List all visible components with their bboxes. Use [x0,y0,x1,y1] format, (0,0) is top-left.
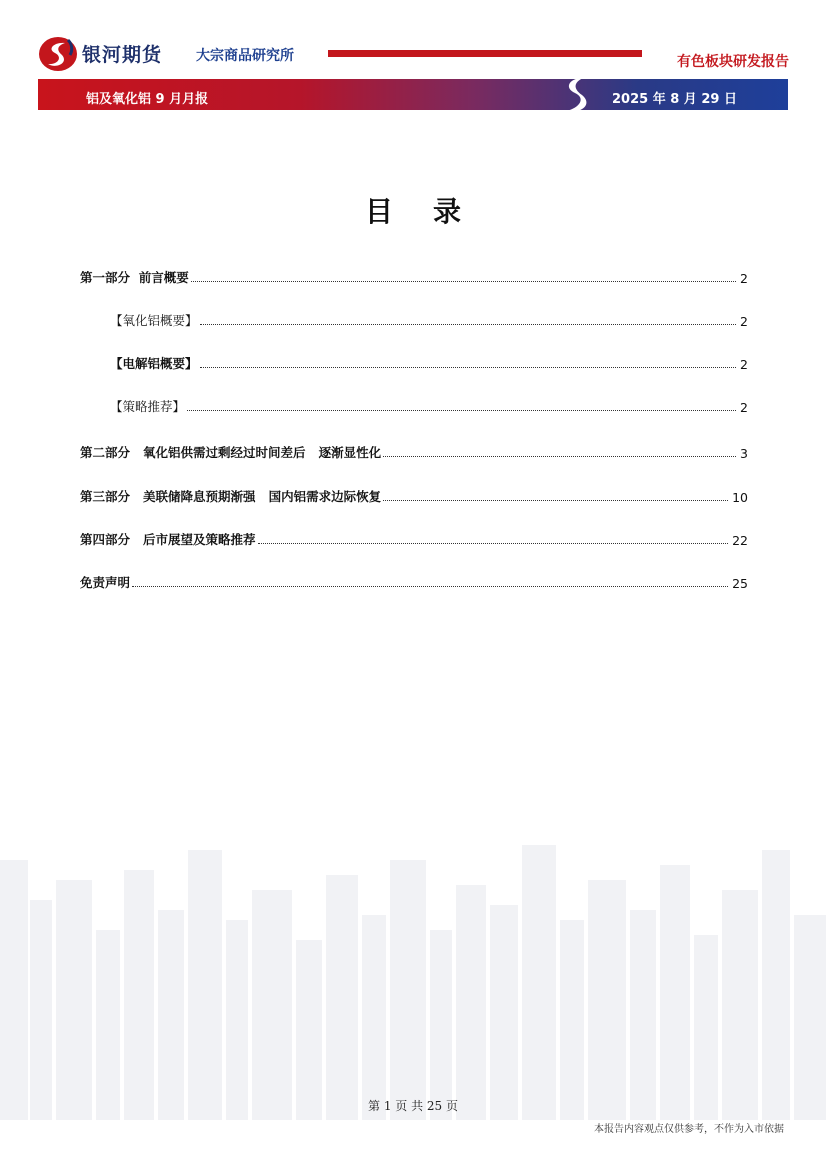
skyline-watermark [0,820,826,1120]
toc-dot-leader [200,324,737,325]
toc-entry-text: 【电解铝概要】 [110,356,198,371]
toc-entry[interactable] [80,528,748,548]
toc-entry[interactable] [110,395,748,415]
toc-entry-page: 25 [732,576,748,591]
toc-entry[interactable] [80,571,748,591]
banner-date: 2025 年 8 月 29 日 [612,92,737,107]
header-red-bar [328,50,642,57]
toc-entry-text: 第二部分 氧化铝供需过剩经过时间差后 逐渐显性化 [80,445,382,460]
toc-dot-leader [200,367,737,368]
toc-title: 目录 [364,195,501,228]
toc-entry-page: 2 [740,314,748,329]
toc-dot-leader [383,456,736,457]
toc-entry-page: 2 [740,400,748,415]
toc-dot-leader [191,281,736,282]
banner-title: 铝及氧化铝 9 月月报 [86,92,209,107]
toc-entry-page: 22 [732,533,748,548]
toc-dot-leader [383,500,728,501]
report-type: 有色板块研发报告 [677,54,789,70]
toc-dot-leader [187,410,736,411]
toc-entry[interactable] [80,485,748,505]
brand-name: 银河期货 [82,44,163,66]
toc-entry-text: 第一部分 前言概要 [80,270,189,285]
footer-disclaimer: 本报告内容观点仅供参考，不作为入市依据 [594,1124,784,1135]
galaxy-logo-icon [38,36,78,72]
toc-entry[interactable] [80,266,748,286]
toc-entry[interactable] [110,352,748,372]
toc-entry-page: 10 [732,490,748,505]
toc-entry-page: 2 [740,271,748,286]
toc-dot-leader [258,543,729,544]
toc-entry-text: 免责声明 [80,575,131,590]
institute-name: 大宗商品研究所 [196,48,294,64]
toc-entry-text: 第四部分 后市展望及策略推荐 [80,532,256,547]
toc-entry[interactable] [80,441,748,461]
toc-entry-text: 【策略推荐】 [110,399,186,414]
toc-entry-text: 第三部分 美联储降息预期渐强 国内铝需求边际恢复 [80,489,382,504]
toc-entry-page: 3 [740,446,748,461]
toc-dot-leader [132,586,728,587]
toc-entry[interactable] [110,309,748,329]
page-number: 第 1 页 共 25 页 [368,1099,458,1113]
toc-entry-page: 2 [740,357,748,372]
swoosh-icon [560,74,594,114]
toc-entry-text: 【氧化铝概要】 [110,313,198,328]
